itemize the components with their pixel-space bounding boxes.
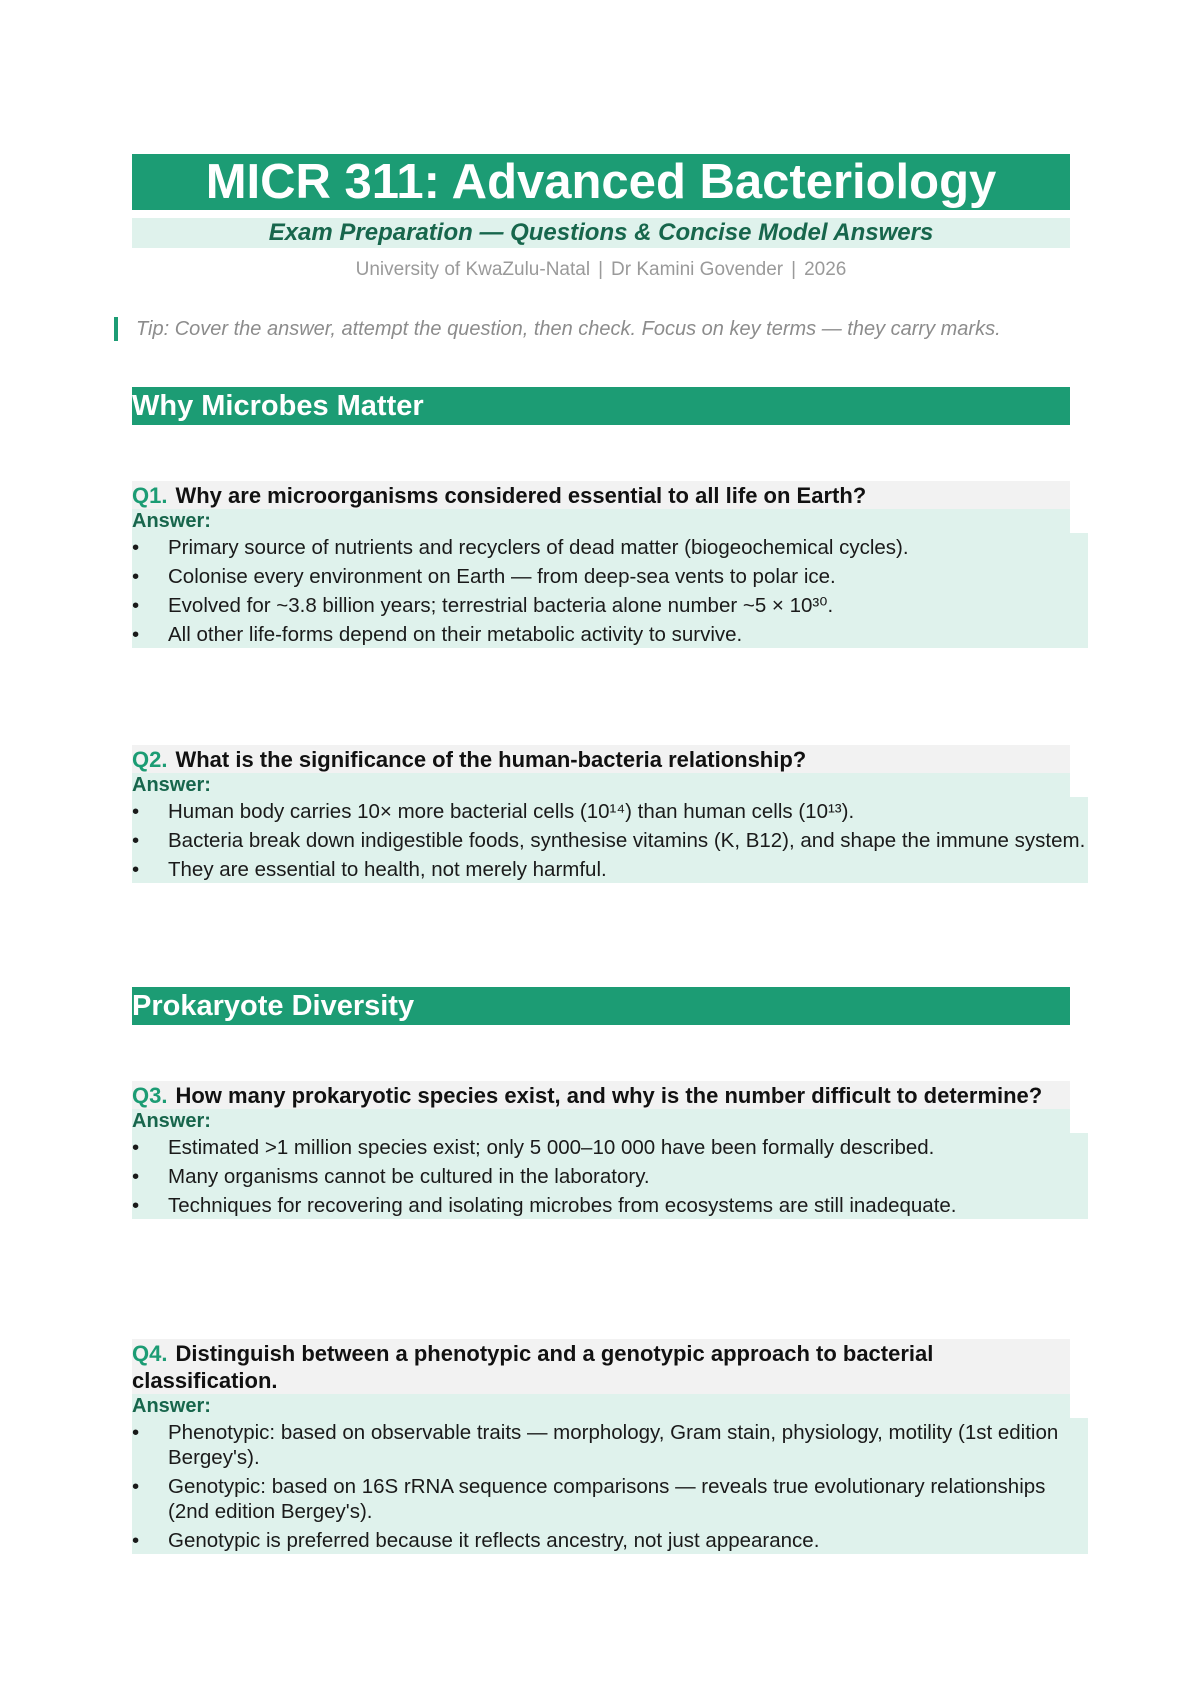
- question: [132, 1339, 1070, 1394]
- bullet-icon: •: [132, 829, 140, 852]
- question-text: Why are microorganisms considered essential to all life on Earth?: [175, 483, 867, 508]
- bullet-icon: •: [132, 1165, 140, 1188]
- question: [132, 1081, 1070, 1109]
- answer-label: Answer:: [132, 509, 1070, 533]
- bullet-icon: •: [132, 858, 140, 881]
- answer-item: • Estimated >1 million species exist; only 5 000–10 000 have been formally described.: [132, 1136, 935, 1159]
- answer-item: • Many organisms cannot be cultured in the laboratory.: [132, 1165, 650, 1188]
- answer-item: • Techniques for recovering and isolating microbes from ecosystems are still inadequate.: [132, 1194, 957, 1217]
- year: 2026: [804, 259, 847, 280]
- institution: University of KwaZulu-Natal: [355, 259, 591, 280]
- answer-list: [132, 533, 1088, 648]
- answer-list: [132, 1418, 1088, 1554]
- answer-item: • All other life-forms depend on their metabolic activity to survive.: [132, 623, 743, 646]
- answer-item: • Primary source of nutrients and recyclers of dead matter (biogeochemical cycles).: [132, 536, 909, 559]
- document-subtitle: Exam Preparation — Questions & Concise Model Answers: [132, 218, 1070, 248]
- bullet-icon: •: [132, 1194, 140, 1217]
- document-header: [132, 154, 1070, 282]
- study-tip: [114, 316, 1114, 342]
- question: [132, 481, 1070, 509]
- bullet-icon: •: [132, 1475, 140, 1498]
- question-number: Q1.: [132, 483, 168, 508]
- bullet-icon: •: [132, 594, 140, 617]
- answer-item: • Evolved for ~3.8 billion years; terrestrial bacteria alone number ~5 × 10³⁰.: [132, 594, 834, 617]
- answer-list: [132, 1133, 1088, 1219]
- answer-label: Answer:: [132, 773, 1070, 797]
- question-block: [132, 745, 1088, 883]
- question-block: [132, 481, 1088, 648]
- bullet-icon: •: [132, 1421, 140, 1444]
- document-title: MICR 311: Advanced Bacteriology: [132, 154, 1070, 210]
- answer-label: Answer:: [132, 1109, 1070, 1133]
- question-number: Q2.: [132, 747, 168, 772]
- bullet-icon: •: [132, 1529, 140, 1552]
- lecturer: Dr Kamini Govender: [611, 259, 784, 280]
- question-block: [132, 1339, 1088, 1554]
- question-text: What is the significance of the human-bacteria relationship?: [175, 747, 807, 772]
- document-meta: [132, 258, 1070, 282]
- question: [132, 745, 1070, 773]
- section-heading: Why Microbes Matter: [132, 387, 1070, 425]
- question-number: Q3.: [132, 1083, 168, 1108]
- answer-list: [132, 797, 1088, 883]
- meta-separator: |: [598, 259, 603, 280]
- answer-item: • They are essential to health, not merely harmful.: [132, 858, 607, 881]
- bullet-icon: •: [132, 623, 140, 646]
- answer-item: • Genotypic is preferred because it reflects ancestry, not just appearance.: [132, 1529, 820, 1552]
- question-text: Distinguish between a phenotypic and a genotypic approach to bacterial classification.: [132, 1341, 934, 1393]
- meta-separator: |: [791, 259, 797, 280]
- bullet-icon: •: [132, 800, 140, 823]
- bullet-icon: •: [132, 536, 140, 559]
- answer-item: • Bacteria break down indigestible foods, synthesise vitamins (K, B12), and shape the immune system.: [132, 829, 1086, 852]
- question-text: How many prokaryotic species exist, and why is the number difficult to determine?: [175, 1083, 1043, 1108]
- tip-text: Tip: Cover the answer, attempt the question, then check. Focus on key terms — they carry marks.: [136, 318, 1001, 340]
- question-number: Q4.: [132, 1341, 168, 1366]
- bullet-icon: •: [132, 1136, 140, 1159]
- answer-item: • Colonise every environment on Earth — from deep-sea vents to polar ice.: [132, 565, 836, 588]
- answer-item: • Human body carries 10× more bacterial cells (10¹⁴) than human cells (10¹³).: [132, 800, 855, 823]
- question-block: [132, 1081, 1088, 1219]
- tip-accent-bar: [114, 317, 118, 341]
- answer-label: Answer:: [132, 1394, 1070, 1418]
- answer-item: • Genotypic: based on 16S rRNA sequence comparisons — reveals true evolutionary relationships (2nd edition Bergey's).: [132, 1475, 1046, 1523]
- bullet-icon: •: [132, 565, 140, 588]
- section-heading: Prokaryote Diversity: [132, 987, 1070, 1025]
- answer-item: • Phenotypic: based on observable traits — morphology, Gram stain, physiology, motility (1st edition Bergey's).: [132, 1421, 1059, 1469]
